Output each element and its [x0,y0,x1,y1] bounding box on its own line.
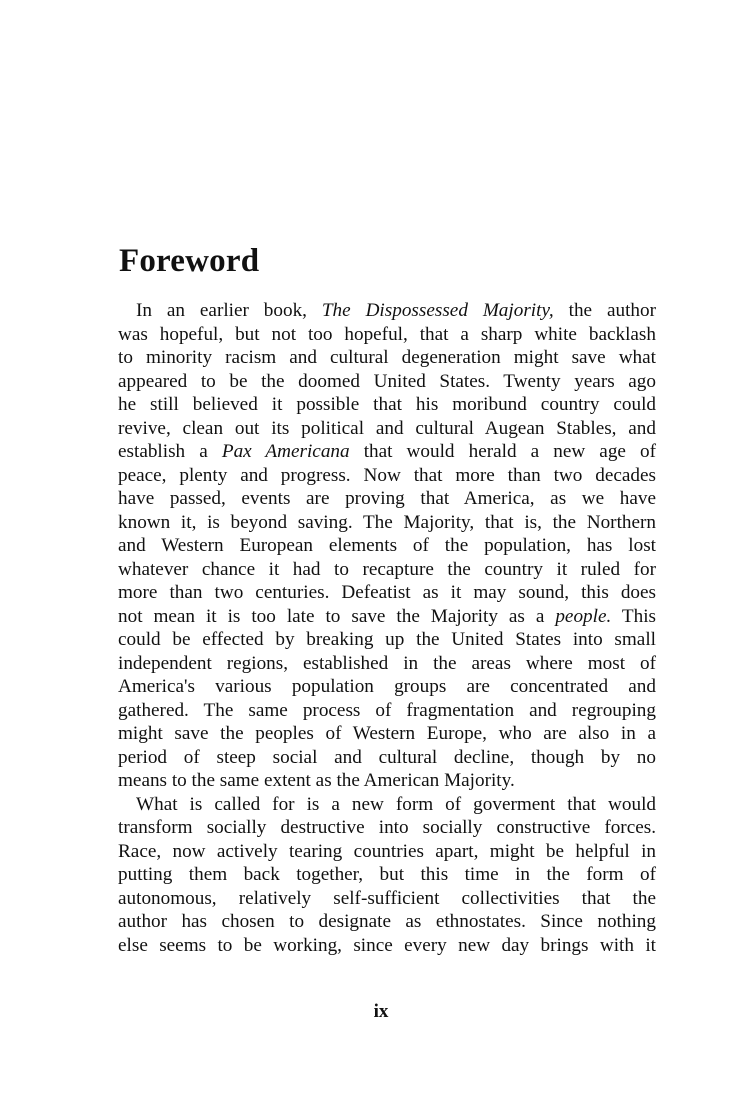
page-number: ix [373,1001,389,1022]
text-line: he still believed it possible that his moribund country could [118,394,656,415]
body-text [118,299,656,957]
text-line: putting them back together, but this time in the form of [118,864,656,885]
text-line: could be effected by breaking up the United States into small [118,629,656,650]
text-line: What is called for is a new form of goverment that would [136,793,656,815]
text-line: known it, is beyond saving. The Majority, that is, the Northern [118,511,656,533]
text-line [118,440,656,464]
italic-phrase: Pax Americana [221,441,350,462]
text-line: gathered. The same process of fragmentation and regrouping [118,699,656,721]
text-run: In an earlier book, [136,300,307,321]
chapter-heading: Foreword [119,243,260,279]
book-title: The Dispossessed Majority, [321,300,554,321]
text-line: was hopeful, but not too hopeful, that a sharp white backlash [118,323,656,345]
text-run: that would herald a new age of [363,441,656,462]
text-line: and Western European elements of the population, has lost [118,535,656,556]
text-line: autonomous, relatively self-sufficient collectivities that the [118,887,656,909]
paragraph [118,299,656,793]
text-line: author has chosen to designate as ethnostates. Since nothing [118,911,656,932]
text-line: period of steep social and cultural decline, though by no [118,746,656,768]
text-line [118,299,656,323]
text-line: America's various population groups are concentrated and [118,676,656,697]
text-run: This [621,605,657,627]
text-line: have passed, events are proving that America, as we have [118,488,656,509]
text-line: revive, clean out its political and cultural Augean Stables, and [118,417,656,439]
paragraph [118,793,656,958]
text-line: independent regions, established in the areas where most of [118,652,656,674]
text-line: Race, now actively tearing countries apart, might be helpful in [118,840,656,862]
text-line [118,605,656,629]
text-run: the author [568,300,656,321]
text-line: might save the peoples of Western Europe, who are also in a [118,723,656,744]
text-run: establish a [118,441,208,462]
text-line: transform socially destructive into socially constructive forces. [118,817,656,838]
text-line: means to the same extent as the American Majority. [118,770,515,791]
text-line: whatever chance it had to recapture the country it ruled for [118,558,656,580]
italic-word: people. [555,605,612,627]
text-run: not mean it is too late to save the Majority as a [118,605,545,627]
text-line: more than two centuries. Defeatist as it may sound, this does [118,582,656,603]
text-line: to minority racism and cultural degeneration might save what [118,347,656,368]
text-line: else seems to be working, since every new day brings with it [118,934,656,956]
text-line: appeared to be the doomed United States. Twenty years ago [118,370,656,392]
text-line: peace, plenty and progress. Now that more than two decades [118,464,656,486]
